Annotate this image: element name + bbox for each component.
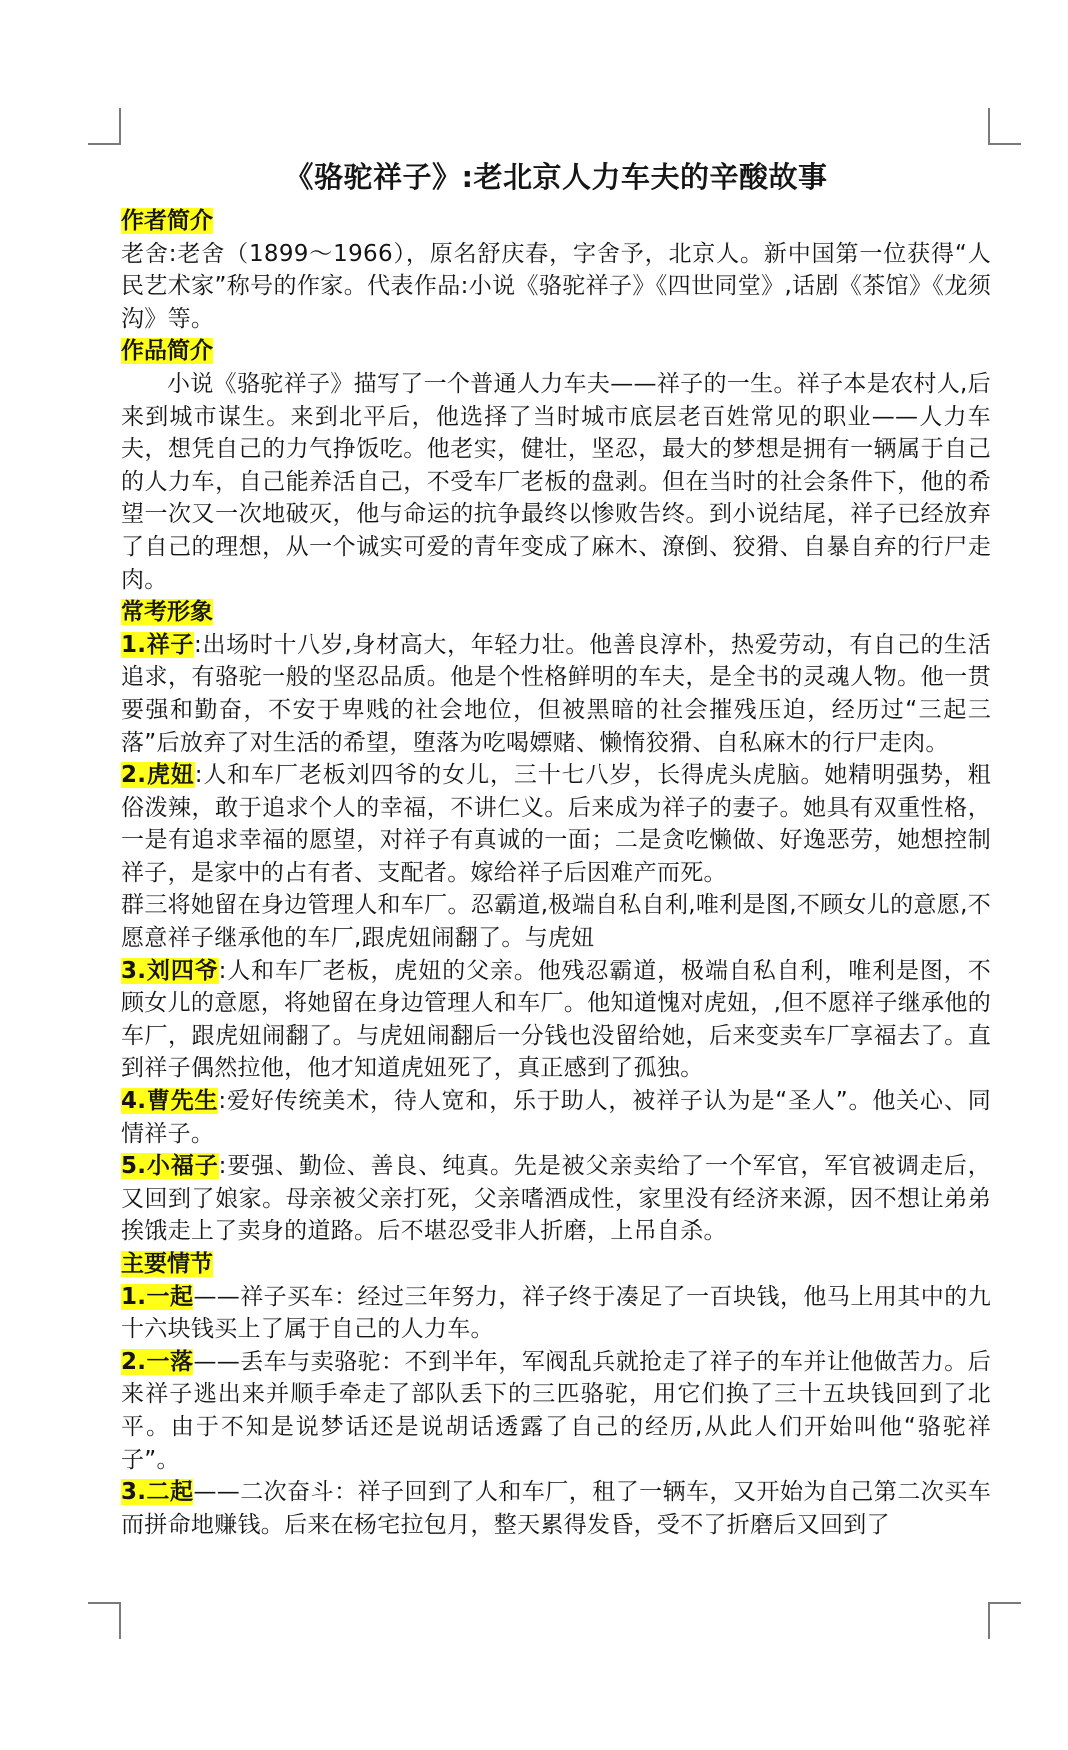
- item-text: :出场时十八岁,身材高大，年轻力壮。他善良淳朴，热爱劳动，有自己的生活追求，有骆驼一般的坚忍品质。他是个性格鲜明的车夫，是全书的灵魂人物。他一贯要强和勤奋，不安于卑贱的社会地位，但被黑暗的社会摧残压迫，经历过“三起三落”后放弃了对生活的希望，堕落为吃喝嫖赌、懒惰狡猾、自私麻木的行尸走肉。: [121, 631, 991, 756]
- crop-mark-bottom-right: [988, 1602, 990, 1639]
- section-heading: 主要情节: [121, 1251, 213, 1277]
- item-label: 2.虎妞: [121, 762, 195, 789]
- item-text: :人和车厂老板，虎妞的父亲。他残忍霸道，极端自私自利，唯利是图，不顾女儿的意愿，将她留在身边管理人和车厂。他知道愧对虎妞，,但不愿祥子继承他的车厂，跟虎妞闹翻了。与虎妞闹翻后一分钱也没留给她，后来变卖车厂享福去了。直到祥子偶然拉他，他才知道虎妞死了，真正感到了孤独。: [121, 957, 991, 1082]
- list-item: [121, 1346, 991, 1476]
- item-text: ——丢车与卖骆驼：不到半年，军阀乱兵就抢走了祥子的车并让他做苦力。后来祥子逃出来并顺手牵走了部队丢下的三匹骆驼，用它们换了三十五块钱回到了北平。由于不知是说梦话还是说胡话透露了自己的经历,从此人们开始叫他“骆驼祥子”。: [121, 1348, 991, 1473]
- item-label: 4.曹先生: [121, 1088, 219, 1115]
- crop-mark-top-right: [988, 143, 1021, 145]
- list-item: [121, 1281, 991, 1346]
- section-work: [121, 335, 991, 596]
- list-item: [121, 955, 991, 1085]
- list-item: [121, 629, 991, 759]
- item-text: ——二次奋斗：祥子回到了人和车厂，租了一辆车，又开始为自己第二次买车而拼命地赚钱。后来在杨宅拉包月，整天累得发昏，受不了折磨后又回到了: [121, 1479, 991, 1538]
- list-item: [121, 759, 991, 889]
- section-text: 小说《骆驼祥子》描写了一个普通人力车夫——祥子的一生。祥子本是农村人,后来到城市谋生。来到北平后，他选择了当时城市底层老百姓常见的职业——人力车夫，想凭自己的力气挣饭吃。他老实，健壮，坚忍，最大的梦想是拥有一辆属于自己的人力车，自己能养活自己，不受车厂老板的盘剥。但在当时的社会条件下，他的希望一次又一次地破灭，他与命运的抗争最终以惨败告终。到小说结尾，祥子已经放弃了自己的理想，从一个诚实可爱的青年变成了麻木、潦倒、狡猾、自暴自弃的行尸走肉。: [121, 370, 991, 593]
- section-heading: 作者简介: [121, 208, 213, 234]
- item-label: 1.祥子: [121, 631, 195, 658]
- crop-mark-bottom-right: [988, 1602, 1021, 1604]
- item-text: :爱好传统美术，待人宽和，乐于助人，被祥子认为是“圣人”。他关心、同情祥子。: [121, 1088, 991, 1147]
- item-label: 5.小福子: [121, 1153, 219, 1180]
- page-title: 《骆驼祥子》:老北京人力车夫的辛酸故事: [284, 160, 828, 194]
- crop-mark-top-left: [88, 143, 121, 145]
- document-page: [121, 157, 991, 1541]
- crop-mark-bottom-left: [119, 1602, 121, 1639]
- item-label: 3.刘四爷: [121, 957, 219, 984]
- section-plot: [121, 1248, 991, 1541]
- item-label: 3.二起: [121, 1479, 194, 1506]
- list-item: [121, 1476, 991, 1541]
- section-text: 老舍:老舍（1899～1966），原名舒庆春，字舍予，北京人。新中国第一位获得“人民艺术家”称号的作家。代表作品:小说《骆驼祥子》《四世同堂》,话剧《茶馆》《龙须沟》等。: [121, 240, 991, 332]
- item-label: 2.一落: [121, 1348, 194, 1375]
- crop-mark-top-left: [119, 108, 121, 145]
- section-characters: [121, 596, 991, 1248]
- section-heading: 常考形象: [121, 599, 213, 626]
- item-text: :要强、勤俭、善良、纯真。先是被父亲卖给了一个军官，军官被调走后，又回到了娘家。母亲被父亲打死，父亲嗜酒成性，家里没有经济来源，因不想让弟弟挨饿走上了卖身的道路。后不堪忍受非人折磨，上吊自杀。: [121, 1153, 991, 1245]
- crop-mark-bottom-left: [88, 1602, 121, 1604]
- section-heading: 作品简介: [121, 338, 213, 365]
- list-item: [121, 889, 991, 954]
- item-label: 1.一起: [121, 1283, 194, 1310]
- item-text: :人和车厂老板刘四爷的女儿，三十七八岁，长得虎头虎脑。她精明强势，粗俗泼辣，敢于追求个人的幸福，不讲仁义。后来成为祥子的妻子。她具有双重性格，一是有追求幸福的愿望，对祥子有真诚的一面；二是贪吃懒做、好逸恶劳，她想控制祥子，是家中的占有者、支配者。嫁给祥子后因难产而死。: [121, 762, 991, 886]
- section-author: [121, 205, 991, 335]
- list-item: [121, 1085, 991, 1150]
- item-text: ——祥子买车：经过三年努力，祥子终于凑足了一百块钱，他马上用其中的九十六块钱买上了属于自己的人力车。: [121, 1283, 991, 1343]
- list-item: [121, 1150, 991, 1248]
- item-text: 群三将她留在身边管理人和车厂。忍霸道,极端自私自利,唯利是图,不顾女儿的意愿,不愿意祥子继承他的车厂,跟虎妞闹翻了。与虎妞: [121, 892, 991, 952]
- crop-mark-top-right: [988, 108, 990, 145]
